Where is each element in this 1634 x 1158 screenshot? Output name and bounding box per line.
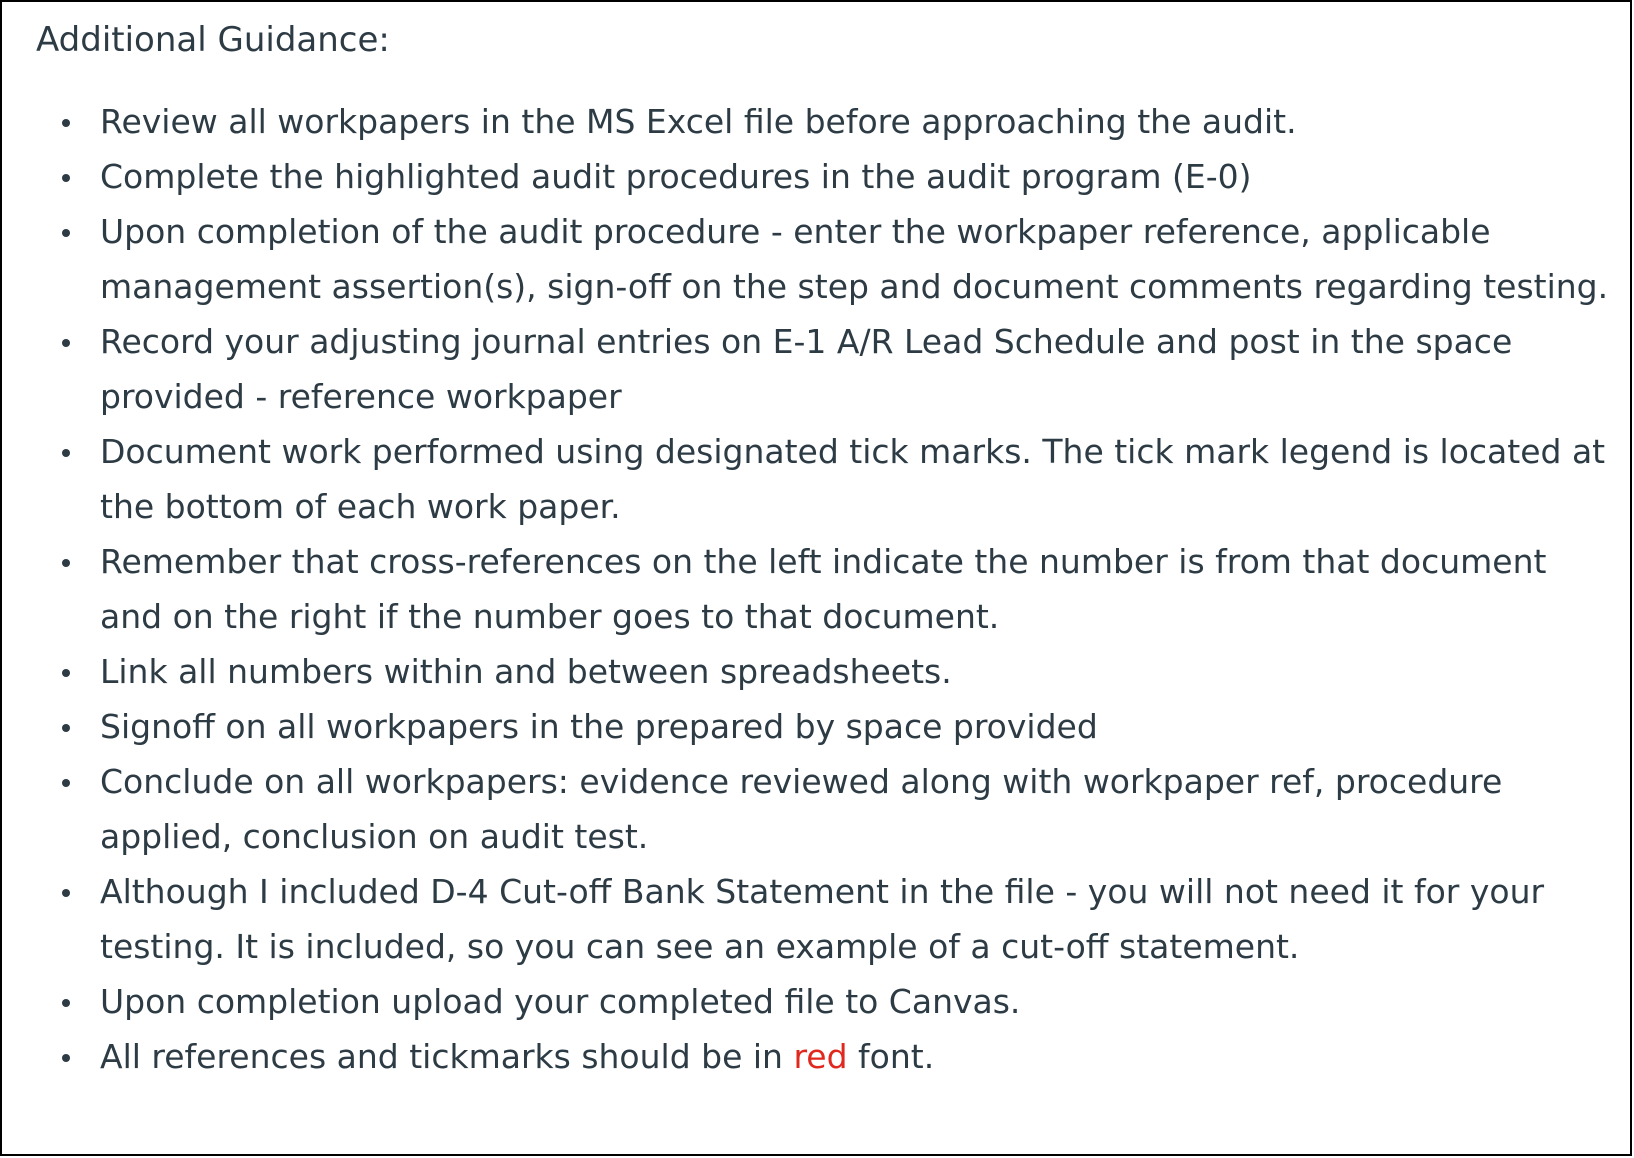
guidance-item	[100, 754, 1614, 864]
guidance-item-text: Document work performed using designated tick marks. The tick mark legend is located at the bottom of each work paper.	[100, 432, 1606, 526]
guidance-item-text: Review all workpapers in the MS Excel file before approaching the audit.	[100, 102, 1297, 141]
guidance-item-text: Upon completion upload your completed file to Canvas.	[100, 982, 1021, 1021]
guidance-item	[100, 864, 1614, 974]
guidance-item	[100, 314, 1614, 424]
bullet-icon	[62, 174, 70, 182]
guidance-item-text: Signoff on all workpapers in the prepared by space provided	[100, 707, 1098, 746]
bullet-icon	[62, 559, 70, 567]
guidance-item-text: Record your adjusting journal entries on E-1 A/R Lead Schedule and post in the space provided - reference workpaper	[100, 322, 1513, 416]
guidance-item-text: Conclude on all workpapers: evidence reviewed along with workpaper ref, procedure applied, conclusion on audit test.	[100, 762, 1503, 856]
guidance-item	[100, 204, 1614, 314]
guidance-item-last	[100, 1029, 1614, 1084]
guidance-item-text-before: All references and tickmarks should be in	[100, 1037, 794, 1076]
bullet-icon	[62, 1054, 70, 1062]
red-highlight-word: red	[793, 1037, 848, 1076]
bullet-icon	[62, 779, 70, 787]
guidance-item-text: Complete the highlighted audit procedures in the audit program (E-0)	[100, 157, 1252, 196]
bullet-icon	[62, 339, 70, 347]
guidance-item	[100, 699, 1614, 754]
guidance-item-text: Although I included D-4 Cut-off Bank Statement in the file - you will not need it for your testing. It is included, so you can see an example of a cut-off statement.	[100, 872, 1545, 966]
bullet-icon	[62, 229, 70, 237]
guidance-item-text-after: font.	[847, 1037, 935, 1076]
guidance-item	[100, 149, 1614, 204]
bullet-icon	[62, 889, 70, 897]
guidance-item	[100, 974, 1614, 1029]
guidance-item-text: Upon completion of the audit procedure - enter the workpaper reference, applicable management assertion(s), sign-off on the step and document comments regarding testing.	[100, 212, 1609, 306]
bullet-icon	[62, 119, 70, 127]
guidance-item-text: Remember that cross-references on the left indicate the number is from that document and on the right if the number goes to that document.	[100, 542, 1547, 636]
bullet-icon	[62, 449, 70, 457]
guidance-item	[100, 94, 1614, 149]
guidance-item-text: Link all numbers within and between spreadsheets.	[100, 652, 952, 691]
bullet-icon	[62, 724, 70, 732]
bullet-icon	[62, 999, 70, 1007]
guidance-heading: Additional Guidance:	[36, 20, 390, 60]
guidance-item	[100, 644, 1614, 699]
guidance-list	[2, 94, 1634, 1084]
guidance-item	[100, 534, 1614, 644]
guidance-item	[100, 424, 1614, 534]
bullet-icon	[62, 669, 70, 677]
